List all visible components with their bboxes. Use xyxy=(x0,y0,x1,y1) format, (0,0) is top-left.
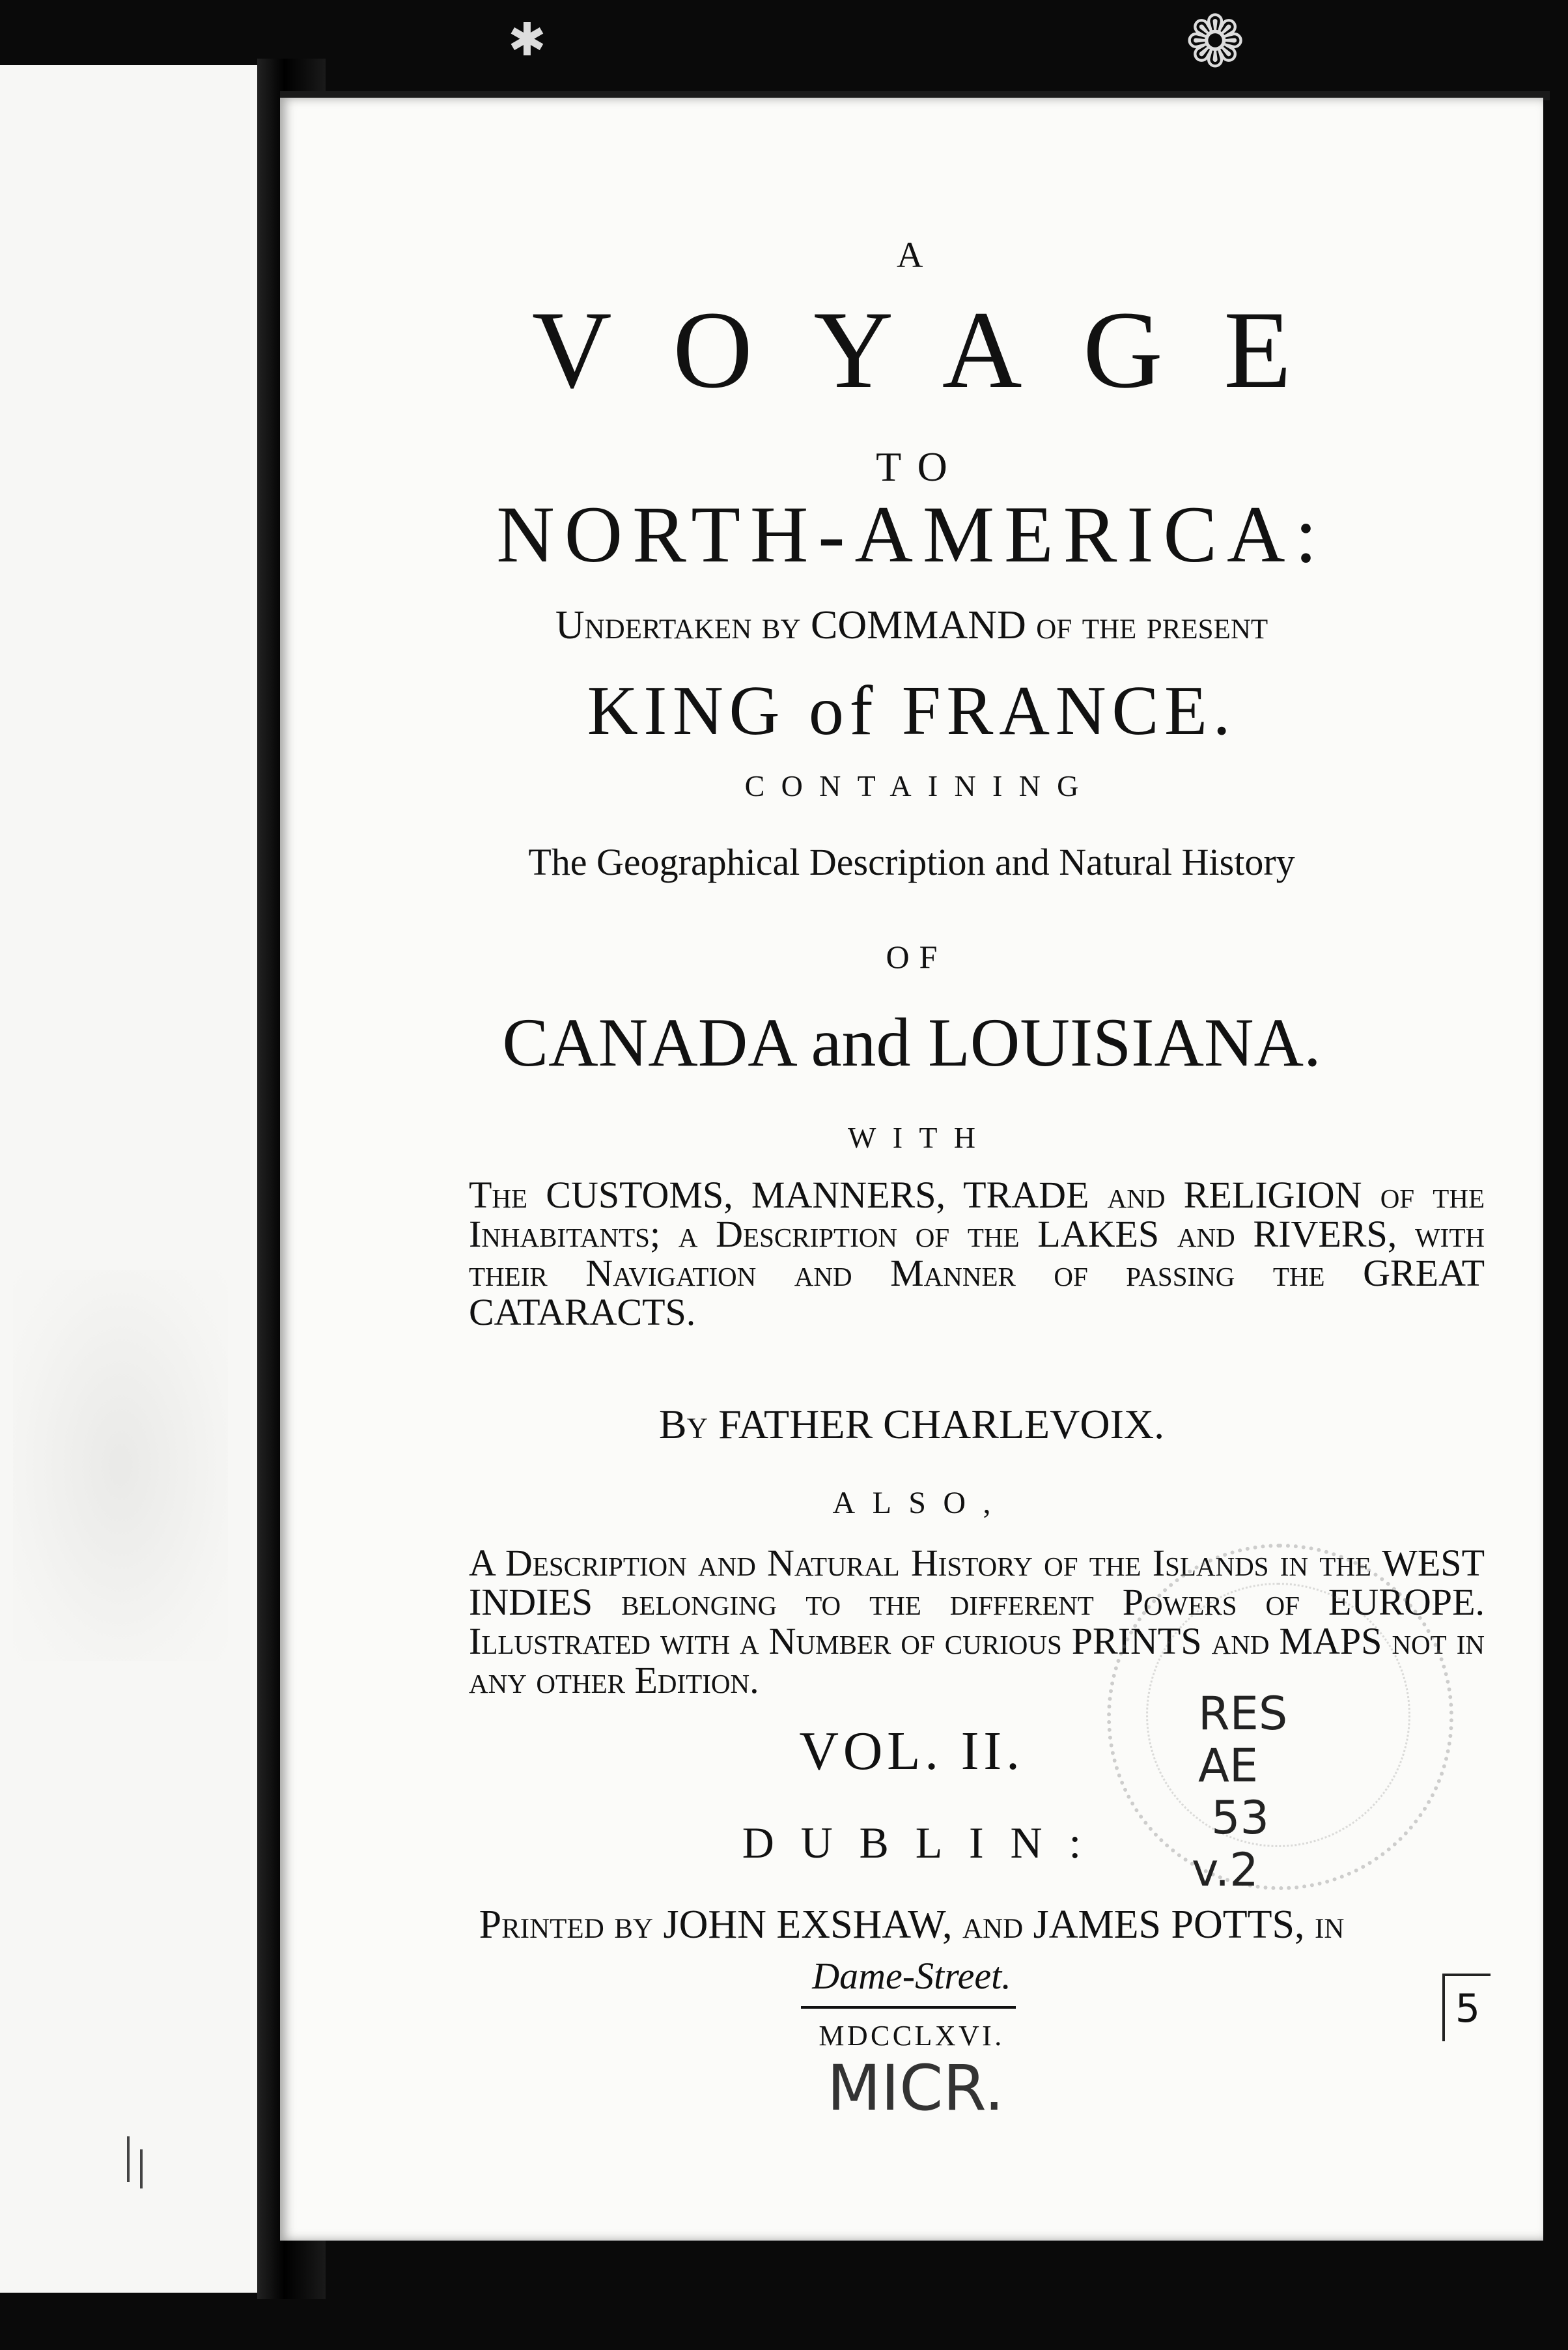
scan-mark-icon: ✱ xyxy=(508,13,546,66)
author-line: By FATHER CHARLEVOIX. xyxy=(658,1401,1165,1447)
rule-upper xyxy=(801,2006,1016,2009)
volume-line: VOL. II. xyxy=(799,1721,1024,1781)
title-page xyxy=(280,98,1543,2241)
street-line: Dame-Street. xyxy=(812,1955,1011,1997)
king-line: KING of FRANCE. xyxy=(587,672,1237,750)
micr-annotation: MICR. xyxy=(827,2052,1004,2125)
with-line: WITH xyxy=(848,1121,992,1154)
adjacent-left-page xyxy=(0,65,259,2293)
margin-tick xyxy=(127,2136,130,2182)
city-line: DUBLIN: xyxy=(742,1818,1108,1867)
islands-paragraph: A Description and Natural History of the Islands in the WEST INDIES belonging to the different Powers of EUROPE. Illustrated with a Number of curious PRINTS and MAPS not in any other Edition. xyxy=(469,1542,1485,1701)
shelfmark-volume: v.2 xyxy=(1192,1843,1259,1897)
containing-line: CONTAINING xyxy=(744,769,1095,802)
title-article: A xyxy=(896,235,927,276)
shelfmark-53: 53 xyxy=(1211,1791,1270,1845)
shelfmark-res: RES xyxy=(1198,1687,1288,1740)
title-main: VOYAGE xyxy=(531,289,1352,411)
year-line: MDCCLXVI. xyxy=(819,2020,1005,2052)
corner-number: 5 xyxy=(1442,1974,1491,2041)
customs-paragraph: The CUSTOMS, MANNERS, TRADE and RELIGION of the Inhabitants; a Description of the LAKES and RIVERS, with their Navigation and Manner of passing the GREAT CATARACTS. xyxy=(469,1174,1485,1333)
also-line: ALSO, xyxy=(832,1486,1008,1520)
page-smudge xyxy=(13,1270,228,1661)
canada-line: CANADA and LOUISIANA. xyxy=(502,1004,1321,1081)
title-place: NORTH-AMERICA: xyxy=(496,490,1327,579)
scan-blot-icon: ❁ xyxy=(1185,0,1246,83)
title-to: TO xyxy=(876,444,964,490)
shelfmark-ae: AE xyxy=(1198,1739,1259,1792)
description-line: The Geographical Description and Natural History xyxy=(528,841,1295,883)
undertaken-line: Undertaken by COMMAND of the present xyxy=(555,603,1268,647)
of-line: OF xyxy=(886,939,947,975)
margin-tick xyxy=(140,2149,143,2188)
printer-line: Printed by JOHN EXSHAW, and JAMES POTTS, in xyxy=(479,1903,1345,1947)
